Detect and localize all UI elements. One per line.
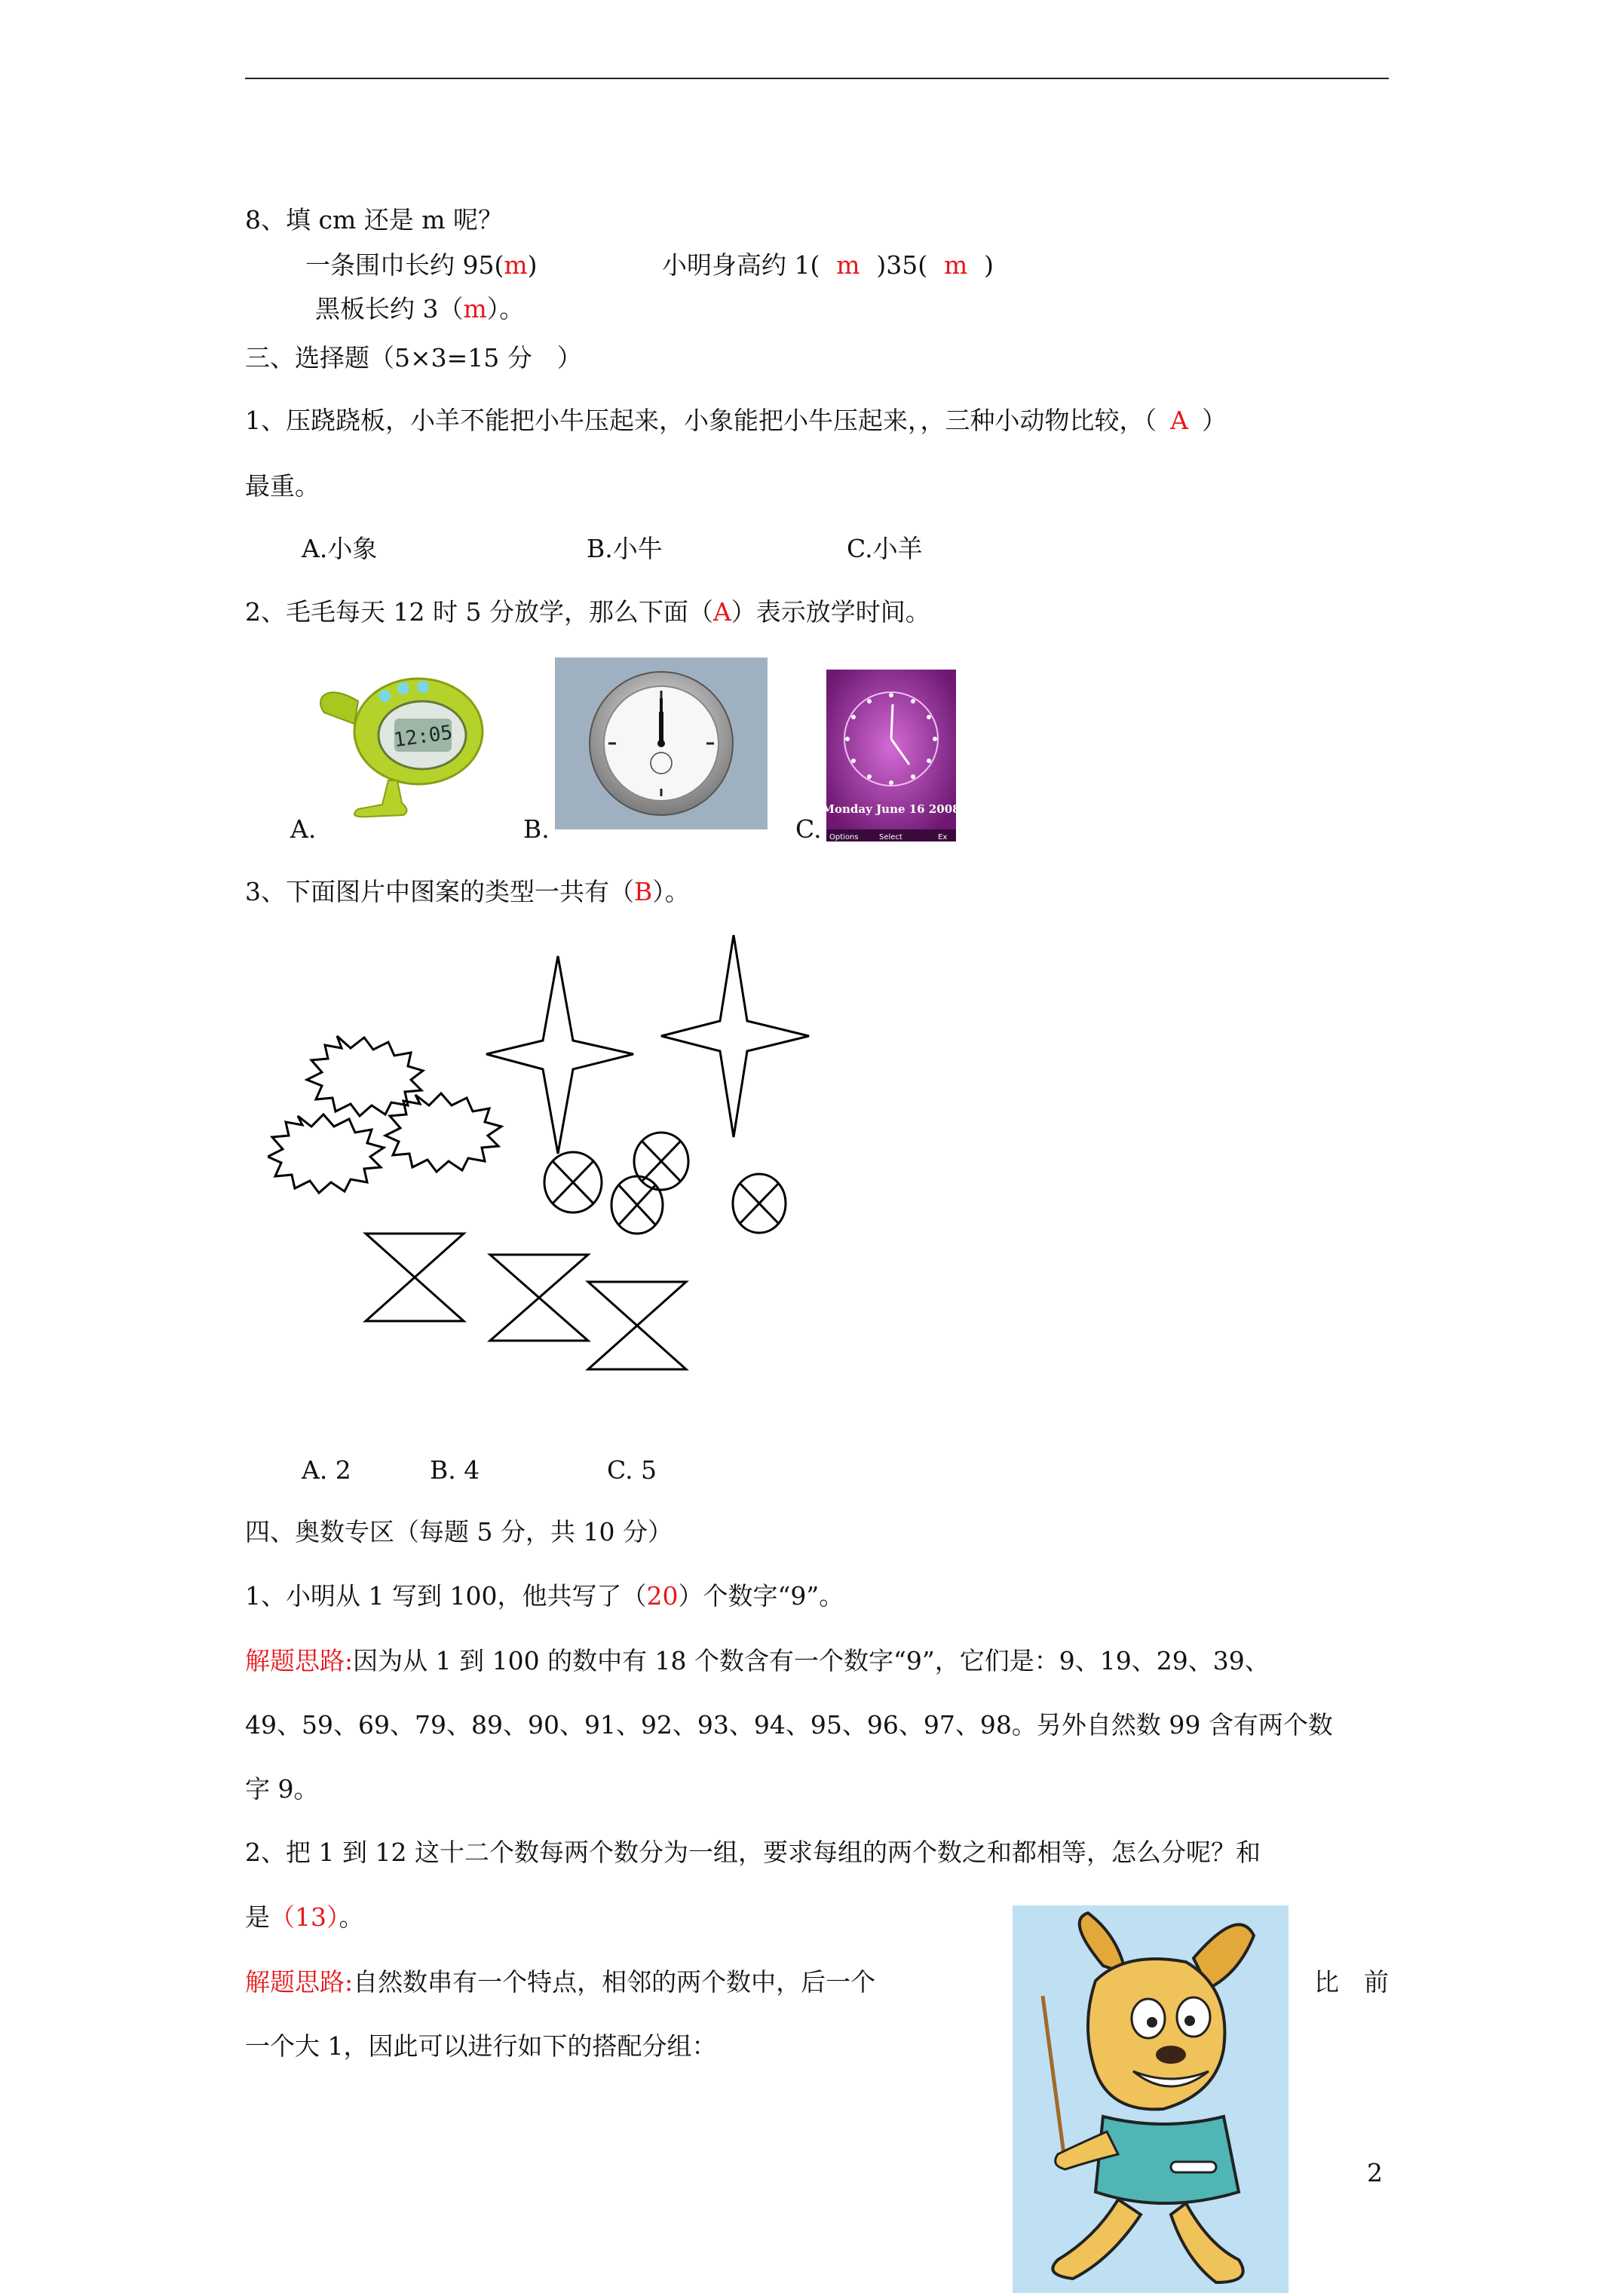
clock-a-display: 12:05 [392,721,455,753]
s3-q1-line1: 1、压跷跷板，小羊不能把小牛压起来，小象能把小牛压起来，，三种小动物比较，（ A ） [245,406,1227,435]
s4-q2-tip-line1-right: 比 前 [1314,1967,1389,1997]
cartoon-dog-image [1013,1905,1289,2293]
s3-q3-option-b: B. 4 [430,1455,480,1485]
s3-q2-text: 2、毛毛每天 12 时 5 分放学，那么下面（A）表示放学时间。 [245,597,930,627]
header-rule [245,78,1389,79]
tip-label: 解题思路: [245,1646,354,1675]
section3-heading: 三、选择题（5×3=15 分 ） [245,343,582,372]
clock-c-softkey-options: Options [829,833,859,841]
q8-title: 8、填 cm 还是 m 呢？ [245,205,504,235]
s3-q3-option-c: C. 5 [607,1455,657,1485]
q2-label-a: A. [290,814,317,844]
s4-q2-tip-line2: 一个大 1，因此可以进行如下的搭配分组： [245,2031,717,2061]
s3-q3-text: 3、下面图片中图案的类型一共有（B）。 [245,877,690,906]
s3-q1-option-b: B.小牛 [587,534,663,563]
clock-a-image [313,667,494,818]
circle-x-shape [611,1176,663,1234]
star-shape [486,956,633,1154]
tip-label: 解题思路: [245,1967,354,1997]
s4-q1-text: 1、小明从 1 写到 100，他共写了（20）个数字“9”。 [245,1581,844,1611]
circle-x-shape [634,1133,688,1190]
burst-shape [307,1036,423,1116]
s4-q1-tip-line2: 49、59、69、79、89、90、91、92、93、94、95、96、97、98。另外自然数 99 含有两个数 [245,1710,1333,1740]
s3-q1-option-a: A.小象 [302,534,378,563]
clock-c-softkey-exit: Ex [938,833,948,841]
hourglass-shape [490,1255,588,1341]
q2-label-c: C. [795,814,822,844]
s4-q1-tip-line1: 解题思路:因为从 1 到 100 的数中有 18 个数含有一个数字“9”，它们是：9、19、29、39、 [245,1646,1270,1675]
q8-scarf: 一条围巾长约 95(m) [305,250,538,280]
s3-q1-option-c: C.小羊 [847,534,923,563]
page-number: 2 [1367,2158,1383,2187]
clock-c-image [826,670,956,841]
hourglass-shape [588,1282,686,1369]
q8-height: 小明身高约 1( m )35( m ) [662,250,994,280]
section4-heading: 四、奥数专区（每题 5 分，共 10 分） [245,1517,673,1547]
shapes-figure [268,935,826,1402]
s3-q1-line2: 最重。 [245,471,320,501]
clock-b-image [555,658,768,829]
clock-c-date: Monday June 16 2008 [826,802,956,816]
hourglass-shape [366,1234,464,1321]
star-shape [661,935,809,1137]
s4-q2-line2: 是（13）。 [245,1902,364,1932]
s4-q2-tip-line1: 解题思路:自然数串有一个特点，相邻的两个数中，后一个 [245,1967,876,1997]
burst-shape [268,1114,384,1193]
s3-q3-option-a: A. 2 [302,1455,351,1485]
s4-q2-line1: 2、把 1 到 12 这十二个数每两个数分为一组，要求每组的两个数之和都相等，怎么分呢？和 [245,1838,1261,1867]
q8-board: 黑板长约 3（m）。 [315,294,525,323]
clock-c-softkey-select: Select [879,833,902,841]
s4-q1-tip-line3: 字 9。 [245,1774,319,1804]
q2-label-b: B. [523,814,550,844]
circle-x-shape [733,1174,786,1233]
circle-x-shape [544,1152,602,1212]
